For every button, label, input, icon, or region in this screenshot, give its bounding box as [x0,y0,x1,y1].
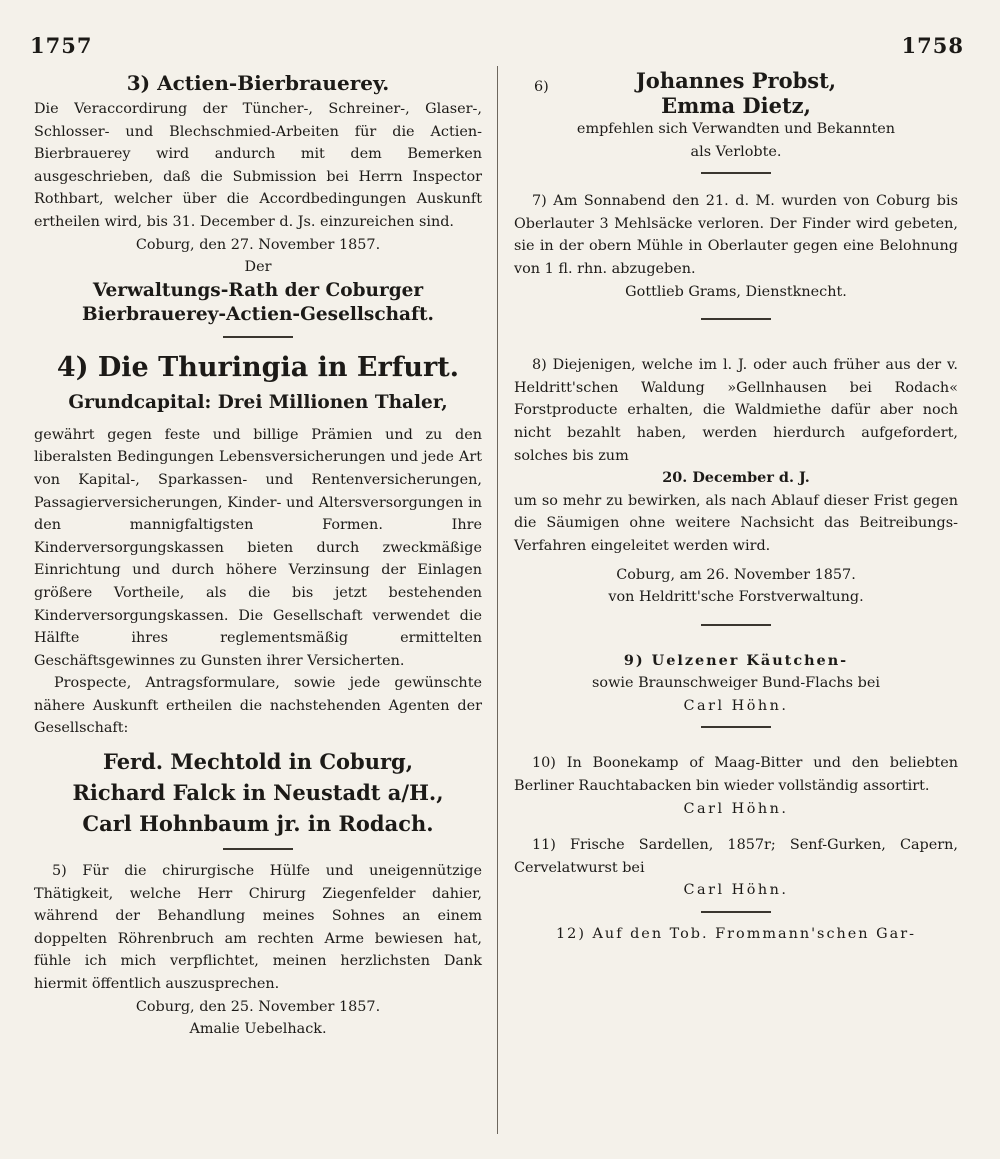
page-number-left: 1757 [30,33,93,58]
notice-9 [514,650,958,718]
agent-3: Carl Hohnbaum jr. in Rodach. [82,811,434,837]
notice-4-subheading: Grundcapital: Drei Millionen Thaler, [68,391,448,413]
notice-11-body: 11) Frische Sardellen, 1857r; Senf-Gurken, Capern, Cervelatwurst bei [514,837,958,876]
page-number-right: 1758 [901,33,964,58]
notice-7-signature: Gottlieb Grams, Dienstknecht. [625,283,847,300]
left-column [34,68,482,1041]
notice-11 [514,834,958,902]
notice-8-deadline: 20. December d. J. [662,469,810,487]
notice-3-date: Coburg, den 27. November 1857. [135,236,381,253]
separator [701,624,771,626]
separator [223,848,293,850]
notice-5-date: Coburg, den 25. November 1857. [135,998,381,1015]
notice-3-heading: 3) Actien-Bierbrauerey. [126,71,390,95]
notice-8-body2: um so mehr zu bewirken, als nach Ablauf dieser Frist gegen die Säumigen ohne weitere Nachsicht das Beitreibungs-Verfahren eingeleitet werden wird. [514,492,958,554]
notice-11-signature: Carl Höhn. [683,882,789,899]
separator [701,911,771,913]
notice-3-body: Die Veraccordirung der Tüncher-, Schreiner-, Glaser-, Schlosser- und Blechschmied-Arbeiten für die Actien-Bierbrauerey wird andurch mit dem Bemerken ausgeschrieben, daß die Submission bei Herrn Inspector Rothbart, welcher über die Accordbedingungen Auskunft ertheilen wird, bis 31. December d. Js. einzureichen sind. [34,101,482,230]
separator [701,172,771,174]
notice-5 [34,860,482,1041]
notice-10-signature: Carl Höhn. [683,800,789,817]
notice-12 [514,923,958,946]
separator [701,318,771,320]
agent-2: Richard Falck in Neustadt a/H., [72,780,444,806]
notice-9-line-2: sowie Braunschweiger Bund-Flachs bei [592,675,880,692]
notice-10-body: 10) In Boonekamp of Maag-Bitter und den beliebten Berliner Rauchtabacken bin wieder vollständig assortirt. [514,755,958,795]
notice-3-signature: Verwaltungs-Rath der Coburger Bierbrauerey-Actien-Gesellschaft. [82,279,434,325]
notice-5-signature: Amalie Uebelhack. [189,1021,327,1038]
separator [701,726,771,728]
notice-3-signature-article: Der [244,259,272,276]
notice-8-signature: von Heldritt'sche Forstverwaltung. [608,589,864,606]
notice-6-text-2: als Verlobte. [690,143,782,160]
notice-8-body: 8) Diejenigen, welche im l. J. oder auch früher aus der v. Heldritt'schen Waldung »Gellnhausen bei Rodach« Forstproducte erhalten, die Waldmiethe dafür aber noch nicht bezahlt haben, werden hierdurch aufgefordert, solches bis zum [514,357,958,464]
notice-4-heading: 4) Die Thuringia in Erfurt. [56,351,460,383]
separator [223,336,293,338]
notice-4 [34,348,482,839]
notice-9-signature: Carl Höhn. [683,697,789,714]
notice-9-line-1: 9) Uelzener Käutchen- [623,651,849,669]
notice-3 [34,68,482,327]
notice-4-body: gewährt gegen feste und billige Prämien und zu den liberalsten Bedingungen Lebensversicherungen und jede Art von Kapital-, Sparkassen- und Rentenversicherungen, Passagierversicherungen, Kinder- und Altersversorgungen in den mannigfaltigsten Formen. Ihre Kinderversorgungskassen bieten durch zweckmäßige Einrichtung und durch höhere Verzinsung der Einlagen größere Vortheile, als die bis jetzt bestehenden Kinderversorgungskassen. Die Gesellschaft verwendet die Hälfte ihres reglementsmäßig ermittelten Geschäftsgewinnes zu Gunsten ihrer Versicherten. [34,426,482,669]
notice-5-body: 5) Für die chirurgische Hülfe und uneigennützige Thätigkeit, welche Herr Chirurg Ziegenfelder dahier, während der Behandlung meines Sohnes an einem doppelten Röhrenbruch am rechten Arme bewiesen hat, fühle ich mich verpflichtet, meinen herzlichsten Dank hiermit öffentlich auszusprechen. [34,863,482,993]
notice-7 [514,190,958,303]
notice-12-body: 12) Auf den Tob. Frommann'schen Gar- [556,926,916,943]
notice-4-body2: Prospecte, Antragsformulare, sowie jede gewünschte nähere Auskunft ertheilen die nachstehenden Agenten der Gesellschaft: [34,675,482,737]
notice-6-number: 6) [534,79,549,95]
notice-7-body: 7) Am Sonnabend den 21. d. M. wurden von Coburg bis Oberlauter 3 Mehlsäcke verloren. Der Finder wird gebeten, sie in der obern Mühle in Oberlauter gegen eine Belohnung von 1 fl. rhn. abzugeben. [514,193,958,277]
notice-6-name-1: Johannes Probst, [635,68,837,93]
notice-6 [514,68,958,163]
notice-8-date: Coburg, am 26. November 1857. [616,566,856,583]
column-divider [497,66,498,1134]
notice-10 [514,752,958,820]
agent-1: Ferd. Mechtold in Coburg, [102,749,414,775]
notice-8 [514,354,958,609]
notice-6-text-1: empfehlen sich Verwandten und Bekannten [576,121,896,137]
notice-6-name-2: Emma Dietz, [661,93,811,118]
right-column [514,68,958,946]
